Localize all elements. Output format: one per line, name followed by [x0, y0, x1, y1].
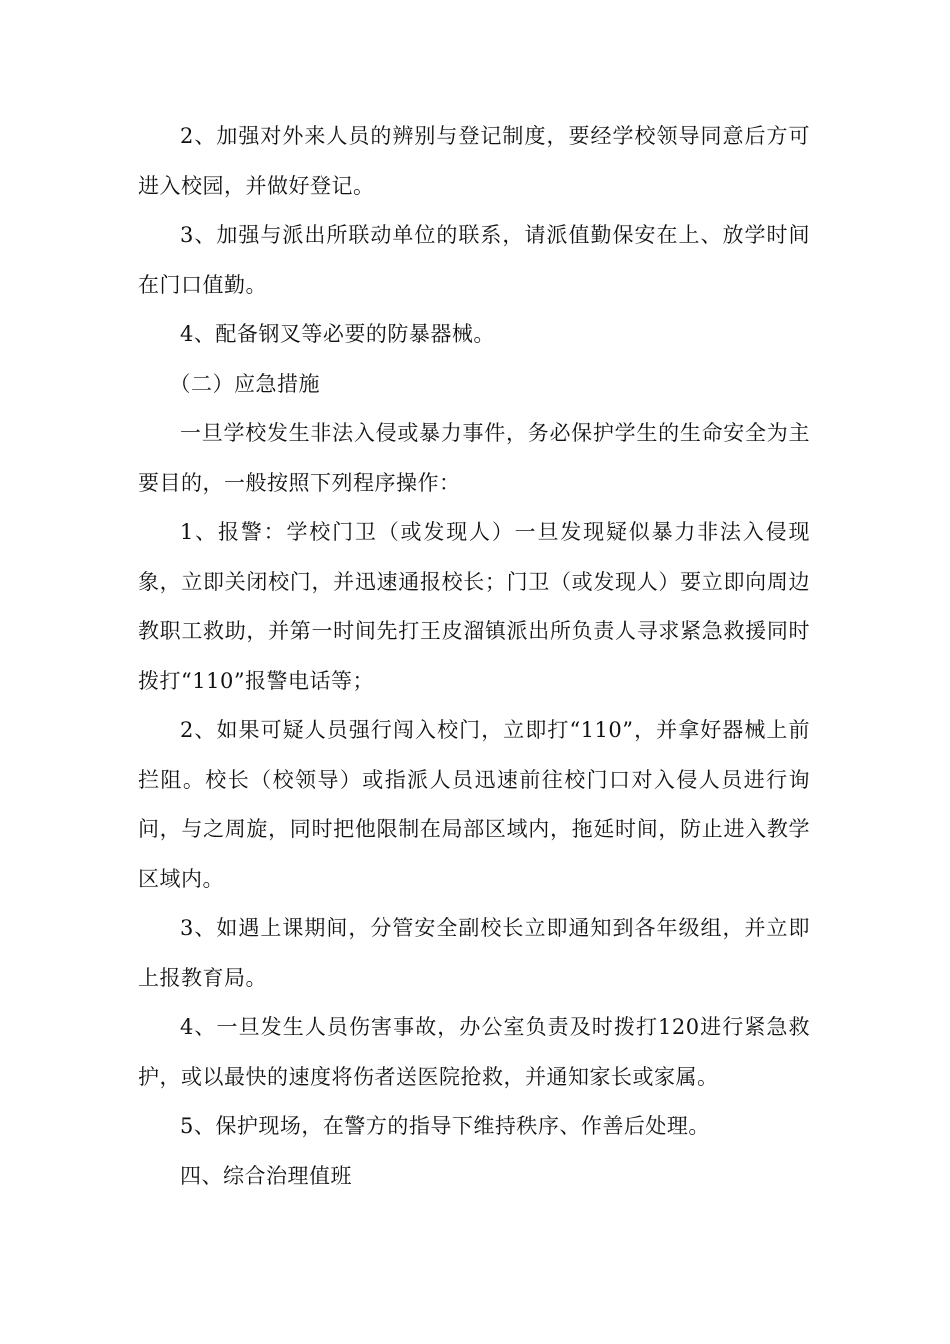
paragraph-riot-equipment: 4、配备钢叉等必要的防暴器械。	[180, 322, 495, 346]
paragraph-intruder-response: 2、如果可疑人员强行闯入校门，立即打“110”，并拿好器械上前拦阻。校长（校领导）或指派人员迅速前往校门口对入侵人员进行询问，与之周旋，同时把他限制在局部区域内，拖延时间，防止进入教学区域内。	[138, 718, 810, 891]
paragraph-injury-response: 4、一旦发生人员伤害事故，办公室负责及时拨打120进行紧急救护，或以最快的速度将伤者送医院抢救，并通知家长或家属。	[138, 1015, 810, 1089]
paragraph-emergency-intro: 一旦学校发生非法入侵或暴力事件，务必保护学生的生命安全为主要目的，一般按照下列程序操作：	[138, 421, 810, 495]
paragraph-police-liaison: 3、加强与派出所联动单位的联系，请派值勤保安在上、放学时间在门口值勤。	[138, 223, 810, 297]
section-heading-duty: 四、综合治理值班	[180, 1163, 352, 1188]
section-heading-emergency-measures: （二）应急措施	[169, 371, 320, 396]
paragraph-scene-protection: 5、保护现场，在警方的指导下维持秩序、作善后处理。	[180, 1114, 710, 1138]
paragraph-visitor-registration: 2、加强对外来人员的辨别与登记制度，要经学校领导同意后方可进入校园，并做好登记。	[138, 124, 810, 198]
paragraph-class-time-notice: 3、如遇上课期间，分管安全副校长立即通知到各年级组，并立即上报教育局。	[138, 916, 810, 990]
paragraph-alarm-procedure: 1、报警：学校门卫（或发现人）一旦发现疑似暴力非法入侵现象，立即关闭校门，并迅速通报校长；门卫（或发现人）要立即向周边教职工救助，并第一时间先打王皮溜镇派出所负责人寻求紧急救援同时拨打“110”报警电话等；	[138, 520, 810, 693]
document-body	[138, 112, 810, 1201]
